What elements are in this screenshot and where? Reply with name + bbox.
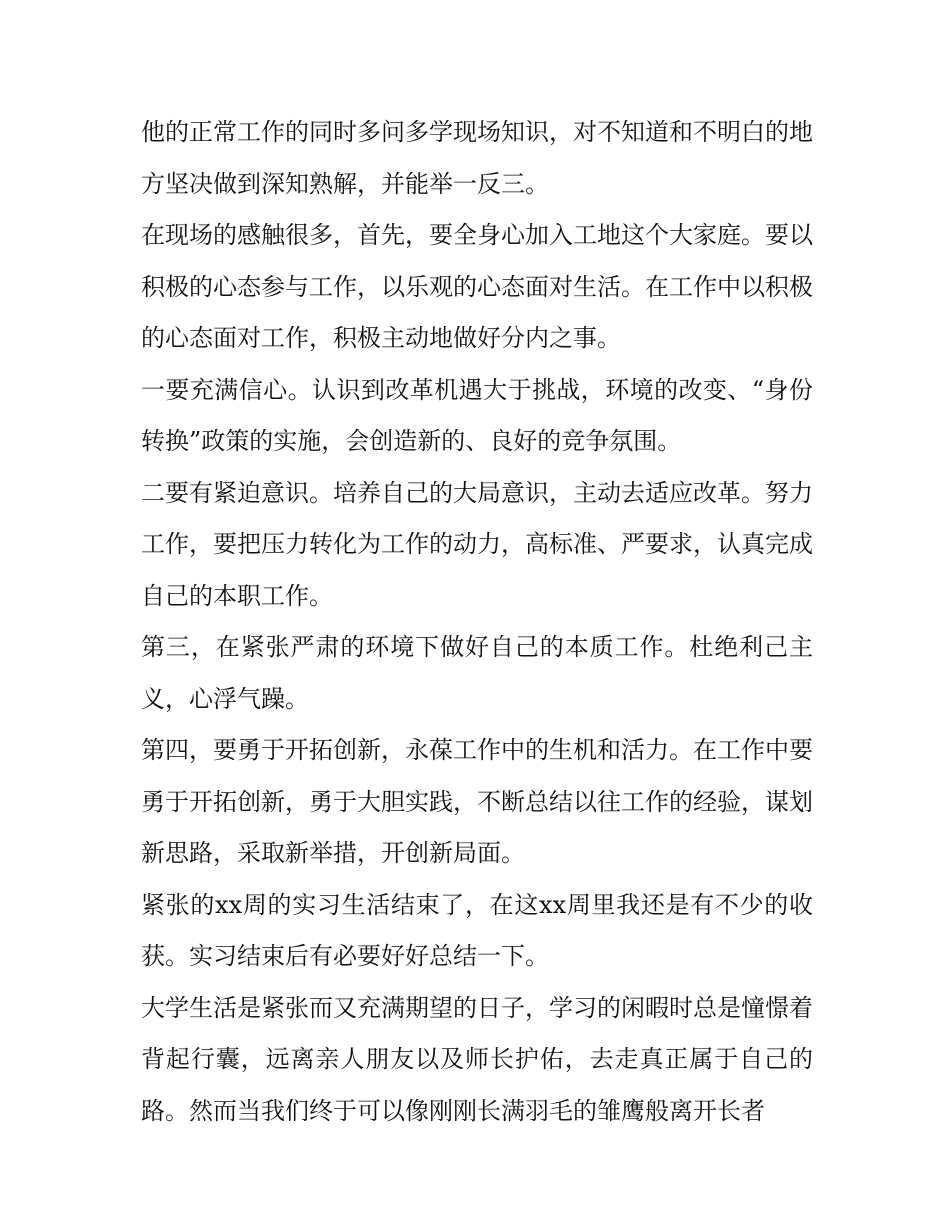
paragraph-1: 他的正常工作的同时多问多学现场知识，对不知道和不明白的地方坚决做到深知熟解，并能举一反三。 (141, 118, 813, 198)
paragraph-7: 紧张的xx周的实习生活结束了，在这xx周里我还是有不少的收获。实习结束后有必要好好总结一下。 (141, 890, 813, 970)
document-body (141, 107, 813, 1137)
paragraph-2: 在现场的感触很多，首先，要全身心加入工地这个大家庭。要以积极的心态参与工作，以乐观的心态面对生活。在工作中以积极的心态面对工作，积极主动地做好分内之事。 (141, 221, 813, 352)
paragraph-4: 二要有紧迫意识。培养自己的大局意识，主动去适应改革。努力工作，要把压力转化为工作的动力，高标准、严要求，认真完成自己的本职工作。 (141, 478, 813, 610)
paragraph-5: 第三，在紧张严肃的环境下做好自己的本质工作。杜绝利己主义，心浮气躁。 (141, 633, 813, 713)
paragraph-8: 大学生活是紧张而又充满期望的日子，学习的闲暇时总是憧憬着背起行囊，远离亲人朋友以及师长护佑，去走真正属于自己的路。然而当我们终于可以像刚刚长满羽毛的雏鹰般离开长者 (141, 993, 813, 1125)
paragraph-3: 一要充满信心。认识到改革机遇大于挑战，环境的改变、“身份转换”政策的实施，会创造新的、良好的竞争氛围。 (141, 375, 813, 455)
paragraph-6: 第四，要勇于开拓创新，永葆工作中的生机和活力。在工作中要勇于开拓创新，勇于大胆实践，不断总结以往工作的经验，谋划新思路，采取新举措，开创新局面。 (141, 736, 813, 867)
